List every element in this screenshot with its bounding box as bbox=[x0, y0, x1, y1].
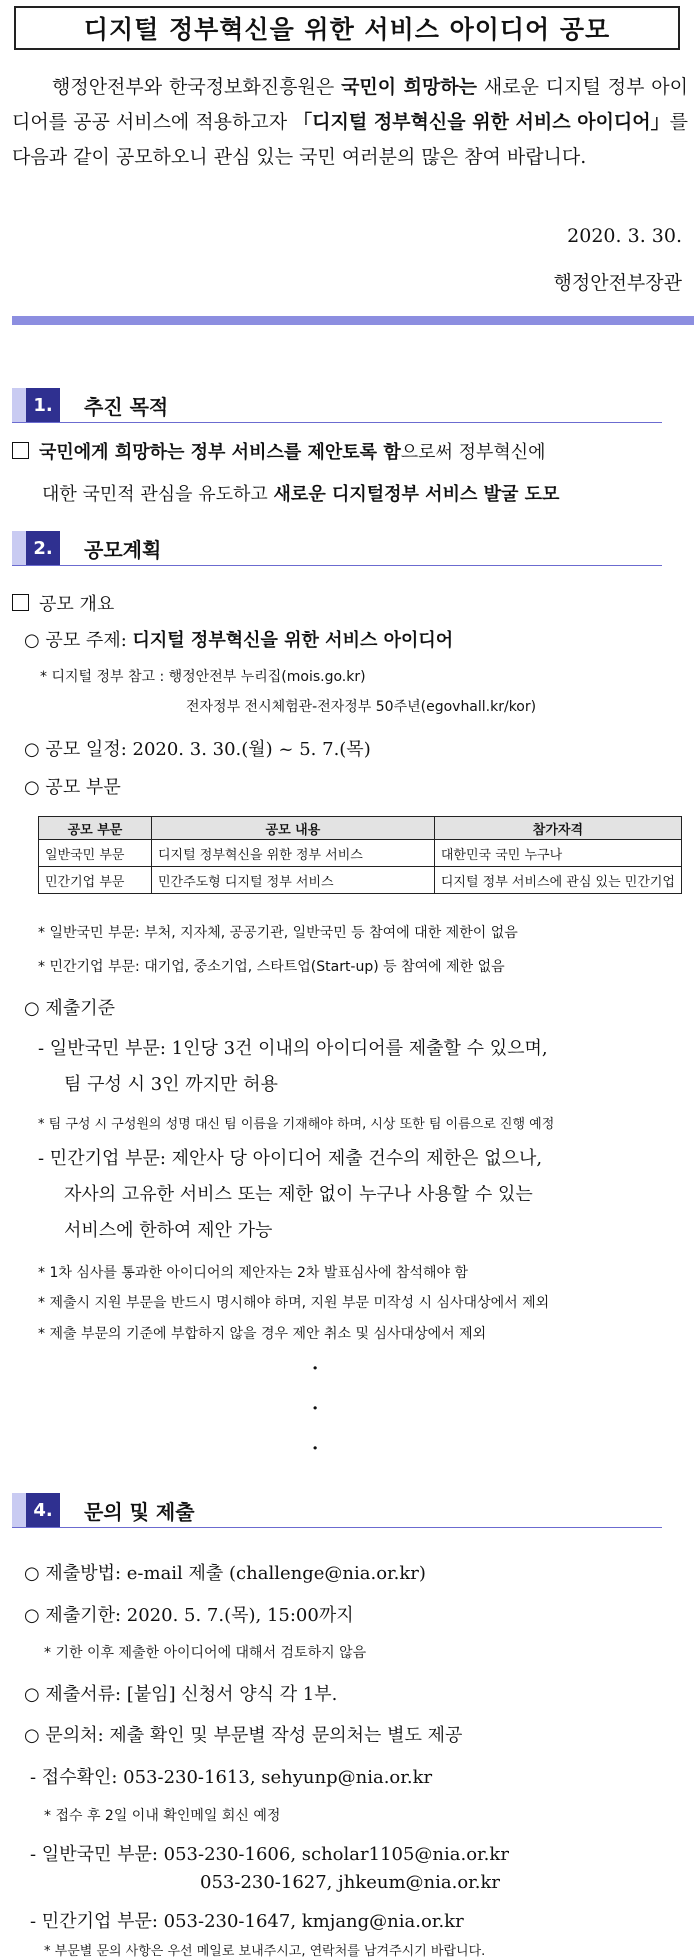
category-table bbox=[38, 816, 682, 894]
contact-receipt: - 접수확인: 053-230-1613, sehyunp@nia.or.kr bbox=[30, 1767, 433, 1788]
table-header: 공모 내용 bbox=[151, 817, 434, 840]
contact-method: ○ 제출방법: e-mail 제출 (challenge@nia.or.kr) bbox=[24, 1563, 426, 1584]
criteria-public-note: * 팀 구성 시 구성원의 성명 대신 팀 이름을 기재해야 하며, 시상 또한 팀 이름으로 진행 예정 bbox=[38, 1117, 555, 1132]
intro-text-1: 행정안전부와 한국정보화진흥원은 bbox=[52, 76, 342, 98]
section-number: 2. bbox=[26, 531, 60, 565]
notice-author: 행정안전부장관 bbox=[553, 272, 682, 294]
contact-public-2: 053-230-1627, jhkeum@nia.or.kr bbox=[200, 1872, 501, 1893]
ellipsis-dot: · bbox=[312, 1398, 319, 1419]
page-title: 디지털 정부혁신을 위한 서비스 아이디어 공모 bbox=[83, 15, 611, 44]
table-cell: 민간기업 부문 bbox=[39, 867, 152, 894]
table-header: 참가자격 bbox=[434, 817, 681, 840]
section-label: 추진 목적 bbox=[84, 394, 169, 419]
note-public: * 일반국민 부문: 부처, 지자체, 공공기관, 일반국민 등 참여에 대한 제한이 없음 bbox=[38, 925, 518, 941]
ellipsis-dot: · bbox=[312, 1358, 319, 1379]
table-header-row bbox=[39, 817, 682, 840]
contact-private: - 민간기업 부문: 053-230-1647, kmjang@nia.or.kr bbox=[30, 1911, 464, 1932]
table-cell: 디지털 정부혁신을 위한 정부 서비스 bbox=[151, 840, 434, 867]
purpose-bold-1: 국민에게 희망하는 정부 서비스를 제안토록 함 bbox=[39, 442, 401, 463]
criteria-private-1: - 민간기업 부문: 제안사 당 아이디어 제출 건수의 제한은 없으나, bbox=[38, 1148, 543, 1169]
purpose-line-1 bbox=[12, 438, 546, 464]
plan-topic-label: ○ 공모 주제: bbox=[24, 630, 133, 651]
criteria-note-3: * 제출 부문의 기준에 부합하지 않을 경우 제안 취소 및 심사대상에서 제외 bbox=[38, 1326, 487, 1342]
table-row bbox=[39, 867, 682, 894]
criteria-public-2: 팀 구성 시 3인 까지만 허용 bbox=[64, 1074, 278, 1095]
criteria-heading: ○ 제출기준 bbox=[24, 998, 115, 1019]
purpose-bold-2: 새로운 디지털정부 서비스 발굴 도모 bbox=[273, 484, 560, 505]
contact-inquiry: ○ 문의처: 제출 확인 및 부문별 작성 문의처는 별도 제공 bbox=[24, 1725, 463, 1746]
contact-documents: ○ 제출서류: [붙임] 신청서 양식 각 1부. bbox=[24, 1684, 338, 1705]
section-number-accent bbox=[12, 388, 26, 422]
contact-deadline: ○ 제출기한: 2020. 5. 7.(목), 15:00까지 bbox=[24, 1605, 354, 1626]
plan-schedule: ○ 공모 일정: 2020. 3. 30.(월) ~ 5. 7.(목) bbox=[24, 739, 371, 760]
table-cell: 일반국민 부문 bbox=[39, 840, 152, 867]
contact-public-1: - 일반국민 부문: 053-230-1606, scholar1105@nia.or.kr bbox=[30, 1844, 509, 1865]
table-row bbox=[39, 840, 682, 867]
criteria-note-2: * 제출시 지원 부문을 반드시 명시해야 하며, 지원 부문 미작성 시 심사대상에서 제외 bbox=[38, 1295, 550, 1311]
intro-bold-1: 국민이 희망하는 bbox=[341, 76, 477, 98]
section-number-accent bbox=[12, 531, 26, 565]
contact-deadline-note: * 기한 이후 제출한 아이디어에 대해서 검토하지 않음 bbox=[44, 1645, 367, 1661]
divider-bar bbox=[12, 316, 694, 325]
criteria-private-2: 자사의 고유한 서비스 또는 제한 없이 누구나 사용할 수 있는 bbox=[64, 1184, 533, 1205]
intro-paragraph bbox=[12, 70, 688, 175]
table-cell: 대한민국 국민 누구나 bbox=[434, 840, 681, 867]
title-box bbox=[14, 6, 680, 50]
plan-reference-2: 전자정부 전시체험관-전자정부 50주년(egovhall.kr/kor) bbox=[186, 699, 537, 715]
plan-reference-1: * 디지털 정부 참고 : 행정안전부 누리집(mois.go.kr) bbox=[40, 669, 366, 685]
criteria-public-1: - 일반국민 부문: 1인당 3건 이내의 아이디어를 제출할 수 있으며, bbox=[38, 1038, 548, 1059]
intro-text-2: 새로운 디지털 정부 아이디어를 공공 서비스에 적용하고자 bbox=[12, 76, 689, 133]
plan-category: ○ 공모 부문 bbox=[24, 777, 121, 798]
ellipsis-dot: · bbox=[312, 1438, 319, 1459]
section-heading-plan bbox=[12, 531, 662, 566]
purpose-text-2: 대한 국민적 관심을 유도하고 bbox=[42, 484, 274, 505]
section-heading-purpose bbox=[12, 388, 662, 423]
section-label: 공모계획 bbox=[84, 537, 162, 562]
section-number: 1. bbox=[26, 388, 60, 422]
notice-date: 2020. 3. 30. bbox=[567, 225, 682, 247]
section-label: 문의 및 제출 bbox=[84, 1499, 195, 1524]
criteria-note-1: * 1차 심사를 통과한 아이디어의 제안자는 2차 발표심사에 참석해야 함 bbox=[38, 1265, 469, 1281]
plan-topic bbox=[24, 626, 453, 652]
contact-receipt-note: * 접수 후 2일 이내 확인메일 회신 예정 bbox=[44, 1808, 281, 1824]
plan-overview-label: 공모 개요 bbox=[39, 594, 115, 615]
table-cell: 민간주도형 디지털 정부 서비스 bbox=[151, 867, 434, 894]
plan-topic-value: 디지털 정부혁신을 위한 서비스 아이디어 bbox=[132, 630, 454, 651]
section-heading-contact bbox=[12, 1493, 662, 1528]
intro-text-3: 를 다음과 같이 공모하오니 관심 있는 국민 여러분의 많은 참여 바랍니다. bbox=[12, 111, 688, 168]
checkbox-square-icon bbox=[12, 594, 29, 611]
table-header: 공모 부문 bbox=[39, 817, 152, 840]
purpose-line-2 bbox=[42, 480, 559, 506]
contact-final-note: * 부문별 문의 사항은 우선 메일로 보내주시고, 연락처를 남겨주시기 바랍니다. bbox=[44, 1944, 486, 1959]
purpose-text-1: 으로써 정부혁신에 bbox=[400, 442, 546, 463]
criteria-private-3: 서비스에 한하여 제안 가능 bbox=[64, 1220, 273, 1241]
intro-bold-2: 「디지털 정부혁신을 위한 서비스 아이디어」 bbox=[293, 111, 670, 133]
table-cell: 디지털 정부 서비스에 관심 있는 민간기업 bbox=[434, 867, 681, 894]
checkbox-square-icon bbox=[12, 442, 29, 459]
section-number-accent bbox=[12, 1493, 26, 1527]
section-number: 4. bbox=[26, 1493, 60, 1527]
note-private: * 민간기업 부문: 대기업, 중소기업, 스타트업(Start-up) 등 참여에 제한 없음 bbox=[38, 959, 505, 975]
plan-overview bbox=[12, 590, 114, 616]
